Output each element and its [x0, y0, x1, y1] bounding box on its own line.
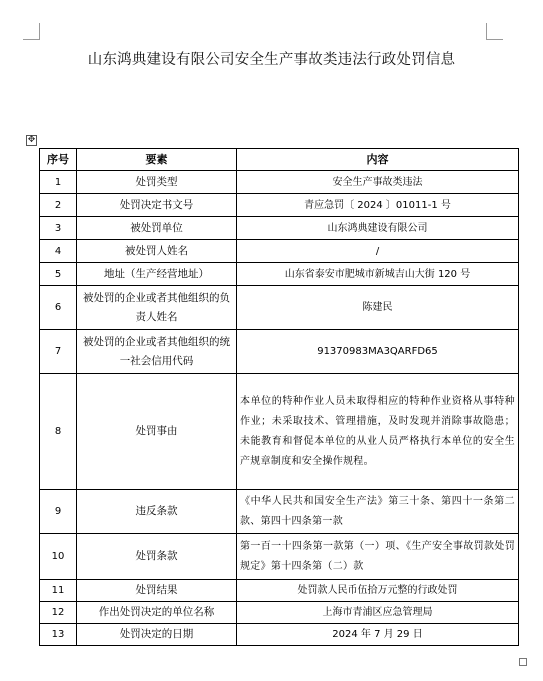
row-content: 山东省泰安市肥城市新城吉山大街 120 号 [237, 263, 519, 286]
header-element: 要素 [77, 149, 237, 171]
row-number: 13 [40, 624, 77, 646]
row-content: 处罚款人民币伍拾万元整的行政处罚 [237, 580, 519, 602]
page-corner-mark-top-right [486, 23, 503, 40]
row-number: 11 [40, 580, 77, 602]
row-element: 处罚条款 [77, 534, 237, 580]
row-number: 9 [40, 490, 77, 534]
row-content: 2024 年 7 月 29 日 [237, 624, 519, 646]
row-number: 12 [40, 602, 77, 624]
table-header-row [40, 149, 519, 171]
row-content: 《中华人民共和国安全生产法》第三十条、第四十一条第二款、第四十四条第一款 [237, 490, 519, 534]
row-content: 第一百一十四条第一款第（一）项、《生产安全事故罚款处罚规定》第十四条第（二）款 [237, 534, 519, 580]
row-number: 8 [40, 374, 77, 490]
row-element: 违反条款 [77, 490, 237, 534]
row-content: 安全生产事故类违法 [237, 171, 519, 194]
table-resize-handle[interactable] [519, 658, 527, 666]
row-element: 处罚类型 [77, 171, 237, 194]
table-move-handle-icon[interactable]: ✥ [27, 135, 36, 145]
row-element: 被处罚单位 [77, 217, 237, 240]
row-content: 本单位的特种作业人员未取得相应的特种作业资格从事特种作业；未采取技术、管理措施，及时发现并消除事故隐患；未能教育和督促本单位的从业人员严格执行本单位的安全生产规章制度和安全操作规程。 [237, 374, 519, 490]
table-row [40, 534, 519, 580]
table-row [40, 263, 519, 286]
row-content: 陈建民 [237, 286, 519, 330]
row-element: 作出处罚决定的单位名称 [77, 602, 237, 624]
row-element: 被处罚的企业或者其他组织的负责人姓名 [77, 286, 237, 330]
row-element: 处罚结果 [77, 580, 237, 602]
row-number: 7 [40, 330, 77, 374]
row-content: / [237, 240, 519, 263]
row-number: 2 [40, 194, 77, 217]
row-content: 91370983MA3QARFD65 [237, 330, 519, 374]
table-row [40, 330, 519, 374]
row-element: 处罚决定书文号 [77, 194, 237, 217]
table-row [40, 286, 519, 330]
table-row [40, 217, 519, 240]
row-number: 10 [40, 534, 77, 580]
row-element: 被处罚人姓名 [77, 240, 237, 263]
row-element: 处罚决定的日期 [77, 624, 237, 646]
row-number: 3 [40, 217, 77, 240]
row-number: 1 [40, 171, 77, 194]
row-number: 6 [40, 286, 77, 330]
row-element: 地址（生产经营地址） [77, 263, 237, 286]
row-content: 青应急罚〔 2024 〕01011-1 号 [237, 194, 519, 217]
row-element: 处罚事由 [77, 374, 237, 490]
header-content: 内容 [237, 149, 519, 171]
row-content: 山东鸿典建设有限公司 [237, 217, 519, 240]
table-row [40, 374, 519, 490]
page-corner-mark-top-left [23, 23, 40, 40]
row-number: 4 [40, 240, 77, 263]
table-row [40, 240, 519, 263]
document-title: 山东鸿典建设有限公司安全生产事故类违法行政处罚信息 [87, 52, 456, 68]
table-row [40, 624, 519, 646]
table-row [40, 490, 519, 534]
table-row [40, 580, 519, 602]
header-no: 序号 [40, 149, 77, 171]
row-number: 5 [40, 263, 77, 286]
table-row [40, 602, 519, 624]
penalty-info-table [39, 148, 519, 646]
table-row [40, 194, 519, 217]
table-row [40, 171, 519, 194]
row-element: 被处罚的企业或者其他组织的统一社会信用代码 [77, 330, 237, 374]
row-content: 上海市青浦区应急管理局 [237, 602, 519, 624]
